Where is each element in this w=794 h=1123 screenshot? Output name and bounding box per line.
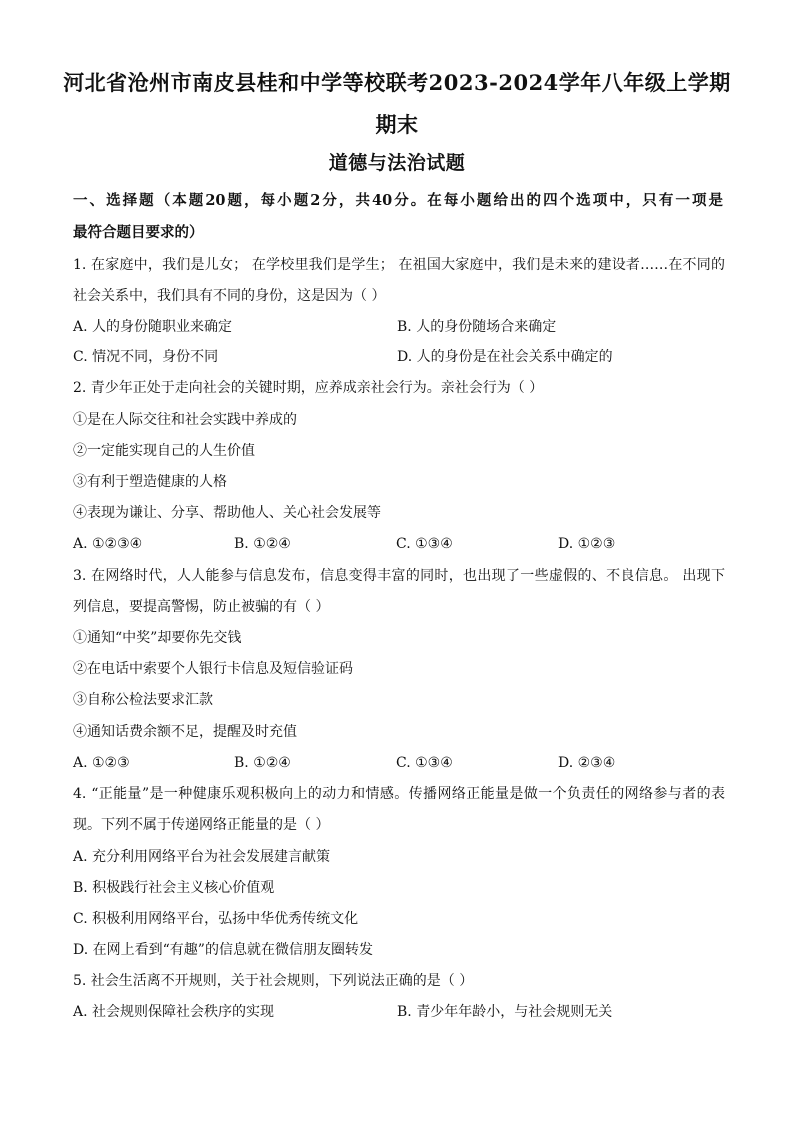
q1-option-d[interactable]: D. 人的身份是在社会关系中确定的 <box>397 349 613 365</box>
q2-item-1: ①是在人际交往和社会实践中养成的 <box>73 412 297 428</box>
section-heading-line1: 一、选择题（本题20题，每小题2分，共40分。在每小题给出的四个选项中，只有一项是 <box>73 192 723 209</box>
q1-stem-line2: 社会关系中，我们具有不同的身份，这是因为（ ） <box>73 288 386 304</box>
section-heading-line2: 最符合题目要求的） <box>73 224 204 241</box>
q2-option-a[interactable]: A. ①②③④ <box>73 536 143 552</box>
q4-option-c[interactable]: C. 积极利用网络平台，弘扬中华优秀传统文化 <box>73 911 359 927</box>
q2-item-2: ②一定能实现自己的人生价值 <box>73 443 255 459</box>
q2-option-d[interactable]: D. ①②③ <box>558 536 616 552</box>
q3-item-2: ②在电话中索要个人银行卡信息及短信验证码 <box>73 661 353 677</box>
exam-title-line1: 河北省沧州市南皮县桂和中学等校联考2023-2024学年八年级上学期 <box>63 70 731 95</box>
q5-option-a[interactable]: A. 社会规则保障社会秩序的实现 <box>73 1004 275 1020</box>
q4-option-b[interactable]: B. 积极践行社会主义核心价值观 <box>73 880 275 896</box>
q4-option-d[interactable]: D. 在网上看到“有趣”的信息就在微信朋友圈转发 <box>73 942 373 958</box>
q3-option-c[interactable]: C. ①③④ <box>396 755 453 771</box>
q4-stem-line2: 现。下列不属于传递网络正能量的是（ ） <box>73 817 330 833</box>
q4-option-a[interactable]: A. 充分利用网络平台为社会发展建言献策 <box>73 849 331 865</box>
q1-option-b[interactable]: B. 人的身份随场合来确定 <box>397 319 557 335</box>
q1-option-a[interactable]: A. 人的身份随职业来确定 <box>73 319 233 335</box>
q3-item-1: ①通知“中奖”却要你先交钱 <box>73 630 242 646</box>
q3-item-4: ④通知话费余额不足，提醒及时充值 <box>73 724 297 740</box>
q3-option-d[interactable]: D. ②③④ <box>558 755 616 771</box>
q2-item-3: ③有利于塑造健康的人格 <box>73 474 227 490</box>
q2-option-b[interactable]: B. ①②④ <box>234 536 291 552</box>
q3-stem-line2: 列信息，要提高警惕，防止被骗的有（ ） <box>73 599 330 615</box>
q3-item-3: ③自称公检法要求汇款 <box>73 692 213 708</box>
q5-option-b[interactable]: B. 青少年年龄小，与社会规则无关 <box>397 1004 613 1020</box>
q1-stem-line1: 1. 在家庭中，我们是儿女； 在学校里我们是学生； 在祖国大家庭中，我们是未来的建设者……在不同的 <box>73 257 725 273</box>
q5-stem: 5. 社会生活离不开规则，关于社会规则，下列说法正确的是（ ） <box>73 973 474 989</box>
q3-stem-line1: 3. 在网络时代，人人能参与信息发布，信息变得丰富的同时，也出现了一些虚假的、不良信息。 出现下 <box>73 568 725 584</box>
q2-option-c[interactable]: C. ①③④ <box>396 536 453 552</box>
q4-stem-line1: 4. “正能量”是一种健康乐观积极向上的动力和情感。传播网络正能量是做一个负责任的网络参与者的表 <box>73 786 725 802</box>
q3-option-b[interactable]: B. ①②④ <box>234 755 291 771</box>
q3-option-a[interactable]: A. ①②③ <box>73 755 130 771</box>
q2-stem: 2. 青少年正处于走向社会的关键时期，应养成亲社会行为。亲社会行为（ ） <box>73 380 544 396</box>
exam-title-line2: 期末 <box>375 112 419 137</box>
q1-option-c[interactable]: C. 情况不同，身份不同 <box>73 349 219 365</box>
subject-title: 道德与法治试题 <box>328 152 466 174</box>
q2-item-4: ④表现为谦让、分享、帮助他人、关心社会发展等 <box>73 505 381 521</box>
